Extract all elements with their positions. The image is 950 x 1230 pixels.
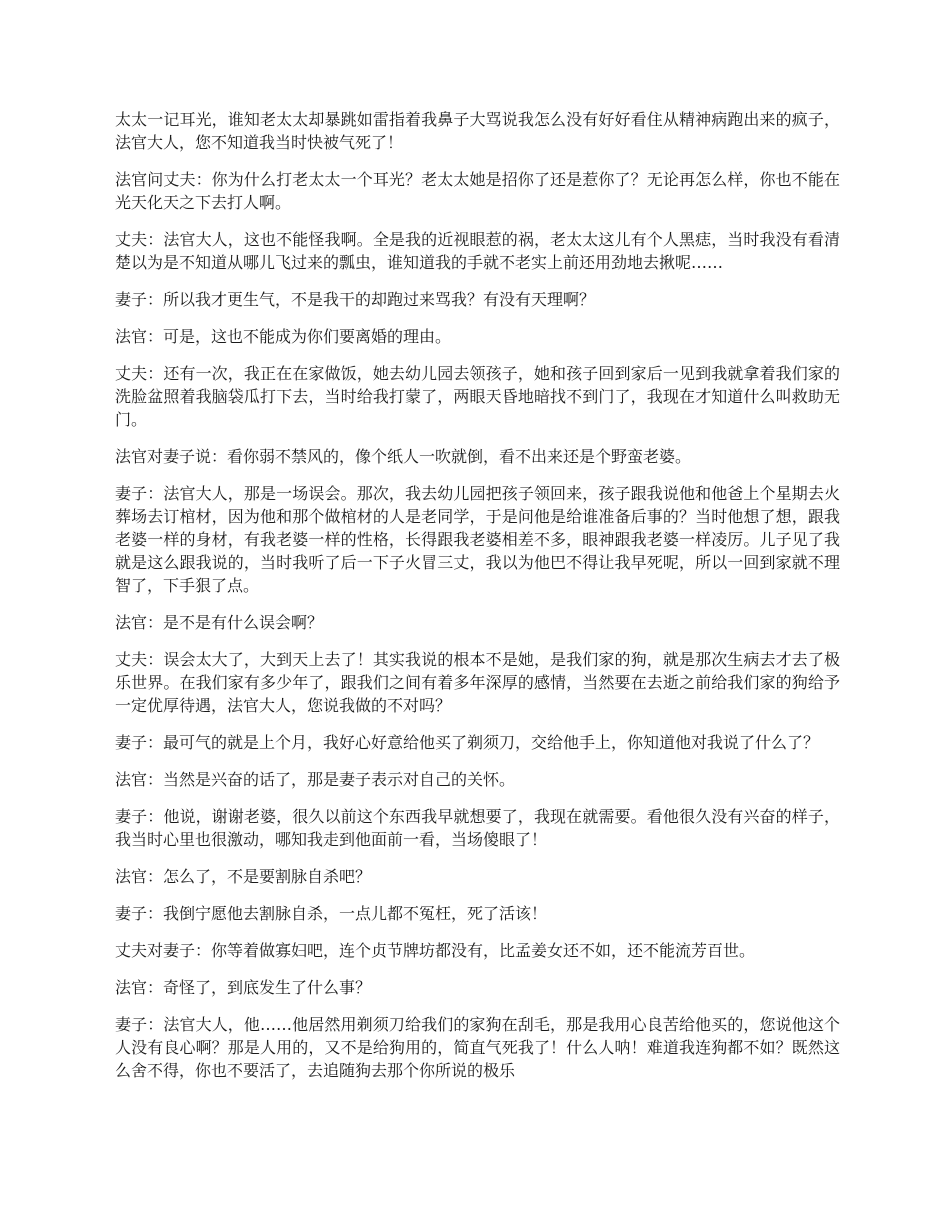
paragraph: 法官：是不是有什么误会啊？ <box>115 613 324 632</box>
paragraph: 丈夫对妻子：你等着做寡妇吧，连个贞节牌坊都没有，比孟姜女还不如，还不能流芳百世。 <box>115 941 756 960</box>
paragraph: 太太一记耳光，谁知老太太却暴跳如雷指着我鼻子大骂说我怎么没有好好看住从精神病跑出来的疯子，法官大人，您不知道我当时快被气死了！ <box>115 110 840 152</box>
paragraph: 妻子：法官大人，那是一场误会。那次，我去幼儿园把孩子领回来，孩子跟我说他和他爸上个星期去火葬场去订棺材，因为他和那个做棺材的人是老同学，于是问他是给谁准备后事的？当时他想了想，跟我老婆一样的身材，有我老婆一样的性格，长得跟我老婆相差不多，眼神跟我老婆一样凌厉。儿子见了我就是这么跟我说的，当时我听了后一下子火冒三丈，我以为他巴不得让我早死呢，所以一回到家就不理智了，下手狠了点。 <box>115 484 840 595</box>
paragraph: 法官：奇怪了，到底发生了什么事？ <box>115 978 372 997</box>
paragraph: 丈夫：还有一次，我正在在家做饭，她去幼儿园去领孩子，她和孩子回到家后一见到我就拿着我们家的洗脸盆照着我脑袋瓜打下去，当时给我打蒙了，两眼天昏地暗找不到门了，我现在才知道什么叫救助无门。 <box>115 364 840 429</box>
paragraph: 妻子：所以我才更生气，不是我干的却跑过来骂我？有没有天理啊？ <box>115 290 596 309</box>
paragraph: 妻子：他说，谢谢老婆，很久以前这个东西我早就想要了，我现在就需要。看他很久没有兴奋的样子，我当时心里也很激动，哪知我走到他面前一看，当场傻眼了！ <box>115 807 840 849</box>
paragraph: 法官：怎么了，不是要割脉自杀吧？ <box>115 867 372 886</box>
paragraph: 丈夫：误会太大了，大到天上去了！其实我说的根本不是她，是我们家的狗，就是那次生病去才去了极乐世界。在我们家有多少年了，跟我们之间有着多年深厚的感情，当然要在去逝之前给我们家的狗给予一定优厚待遇，法官大人，您说我做的不对吗？ <box>115 650 840 715</box>
paragraph: 法官：可是，这也不能成为你们要离婚的理由。 <box>115 327 452 346</box>
paragraph: 法官：当然是兴奋的话了，那是妻子表示对自己的关怀。 <box>115 770 516 789</box>
document-page <box>115 108 840 1096</box>
paragraph: 丈夫：法官大人，这也不能怪我啊。全是我的近视眼惹的祸，老太太这儿有个人黑痣，当时我没有看清楚以为是不知道从哪儿飞过来的瓢虫，谁知道我的手就不老实上前还用劲地去揪呢…… <box>115 230 840 272</box>
paragraph: 妻子：法官大人，他……他居然用剃须刀给我们的家狗在刮毛，那是我用心良苦给他买的，您说他这个人没有良心啊？那是人用的，又不是给狗用的，简直气死我了！什么人呐！难道我连狗都不如？既然这么舍不得，你也不要活了，去追随狗去那个你所说的极乐 <box>115 1015 840 1080</box>
paragraph: 妻子：最可气的就是上个月，我好心好意给他买了剃须刀，交给他手上，你知道他对我说了什么了？ <box>115 733 820 752</box>
paragraph: 法官问丈夫：你为什么打老太太一个耳光？老太太她是招你了还是惹你了？无论再怎么样，你也不能在光天化天之下去打人啊。 <box>115 170 840 212</box>
paragraph: 法官对妻子说：看你弱不禁风的，像个纸人一吹就倒，看不出来还是个野蛮老婆。 <box>115 447 692 466</box>
paragraph: 妻子：我倒宁愿他去割脉自杀，一点儿都不冤枉，死了活该！ <box>115 904 548 923</box>
